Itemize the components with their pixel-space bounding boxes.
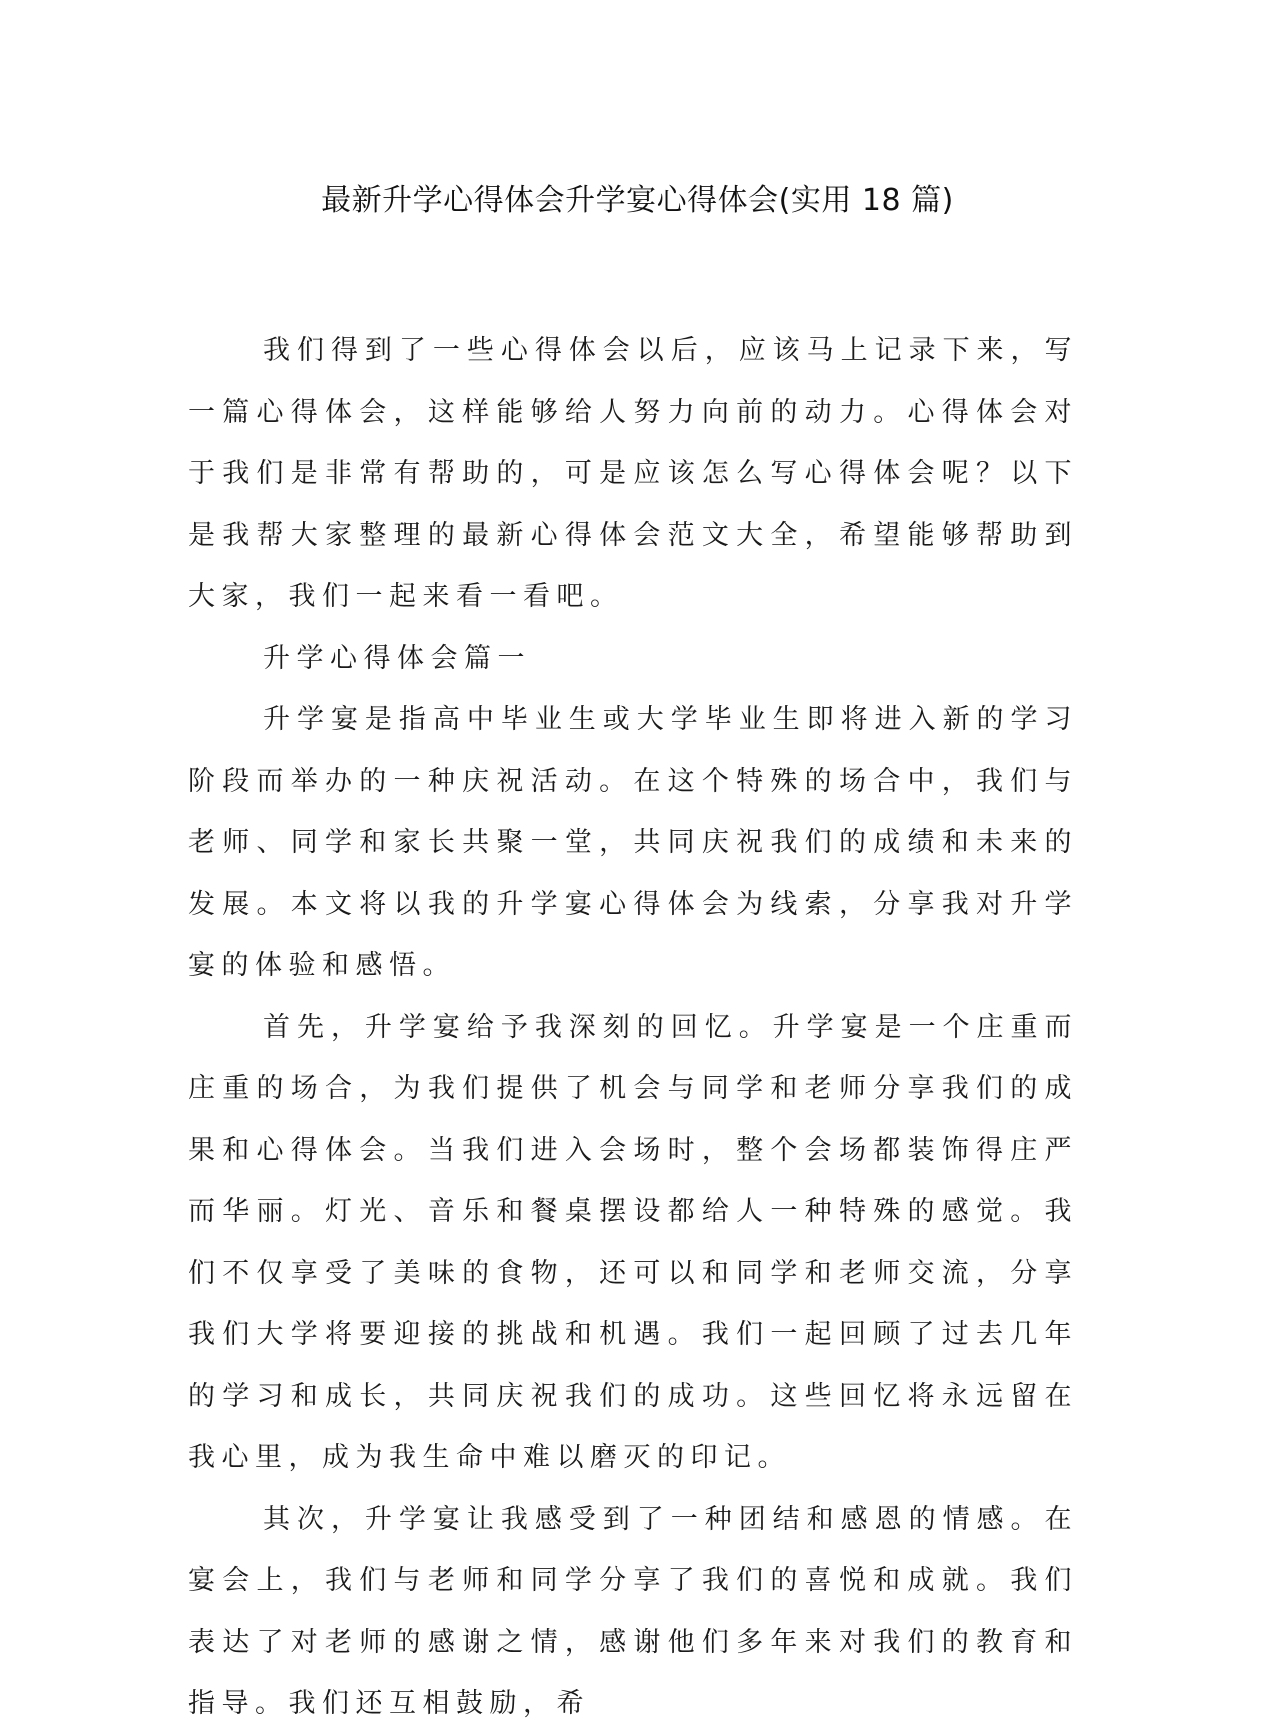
body-paragraph: 其次，升学宴让我感受到了一种团结和感恩的情感。在宴会上，我们与老师和同学分享了我们的喜悦和成就。我们表达了对老师的感谢之情，感谢他们多年来对我们的教育和指导。我们还互相鼓励，希: [188, 1503, 1078, 1719]
document-body: [188, 320, 1078, 1735]
body-paragraph: 升学宴是指高中毕业生或大学毕业生即将进入新的学习阶段而举办的一种庆祝活动。在这个特殊的场合中，我们与老师、同学和家长共聚一堂，共同庆祝我们的成绩和未来的发展。本文将以我的升学宴心得体会为线索，分享我对升学宴的体验和感悟。: [188, 704, 1078, 981]
section-heading: 升学心得体会篇一: [263, 642, 531, 674]
document-title: 最新升学心得体会升学宴心得体会(实用 18 篇): [321, 183, 954, 218]
intro-paragraph: 我们得到了一些心得体会以后，应该马上记录下来，写一篇心得体会，这样能够给人努力向前的动力。心得体会对于我们是非常有帮助的，可是应该怎么写心得体会呢？以下是我帮大家整理的最新心得体会范文大全，希望能够帮助到大家，我们一起来看一看吧。: [188, 335, 1078, 612]
body-paragraph: 首先，升学宴给予我深刻的回忆。升学宴是一个庄重而庄重的场合，为我们提供了机会与同学和老师分享我们的成果和心得体会。当我们进入会场时，整个会场都装饰得庄严而华丽。灯光、音乐和餐桌摆设都给人一种特殊的感觉。我们不仅享受了美味的食物，还可以和同学和老师交流，分享我们大学将要迎接的挑战和机遇。我们一起回顾了过去几年的学习和成长，共同庆祝我们的成功。这些回忆将永远留在我心里，成为我生命中难以磨灭的印记。: [188, 1011, 1078, 1473]
